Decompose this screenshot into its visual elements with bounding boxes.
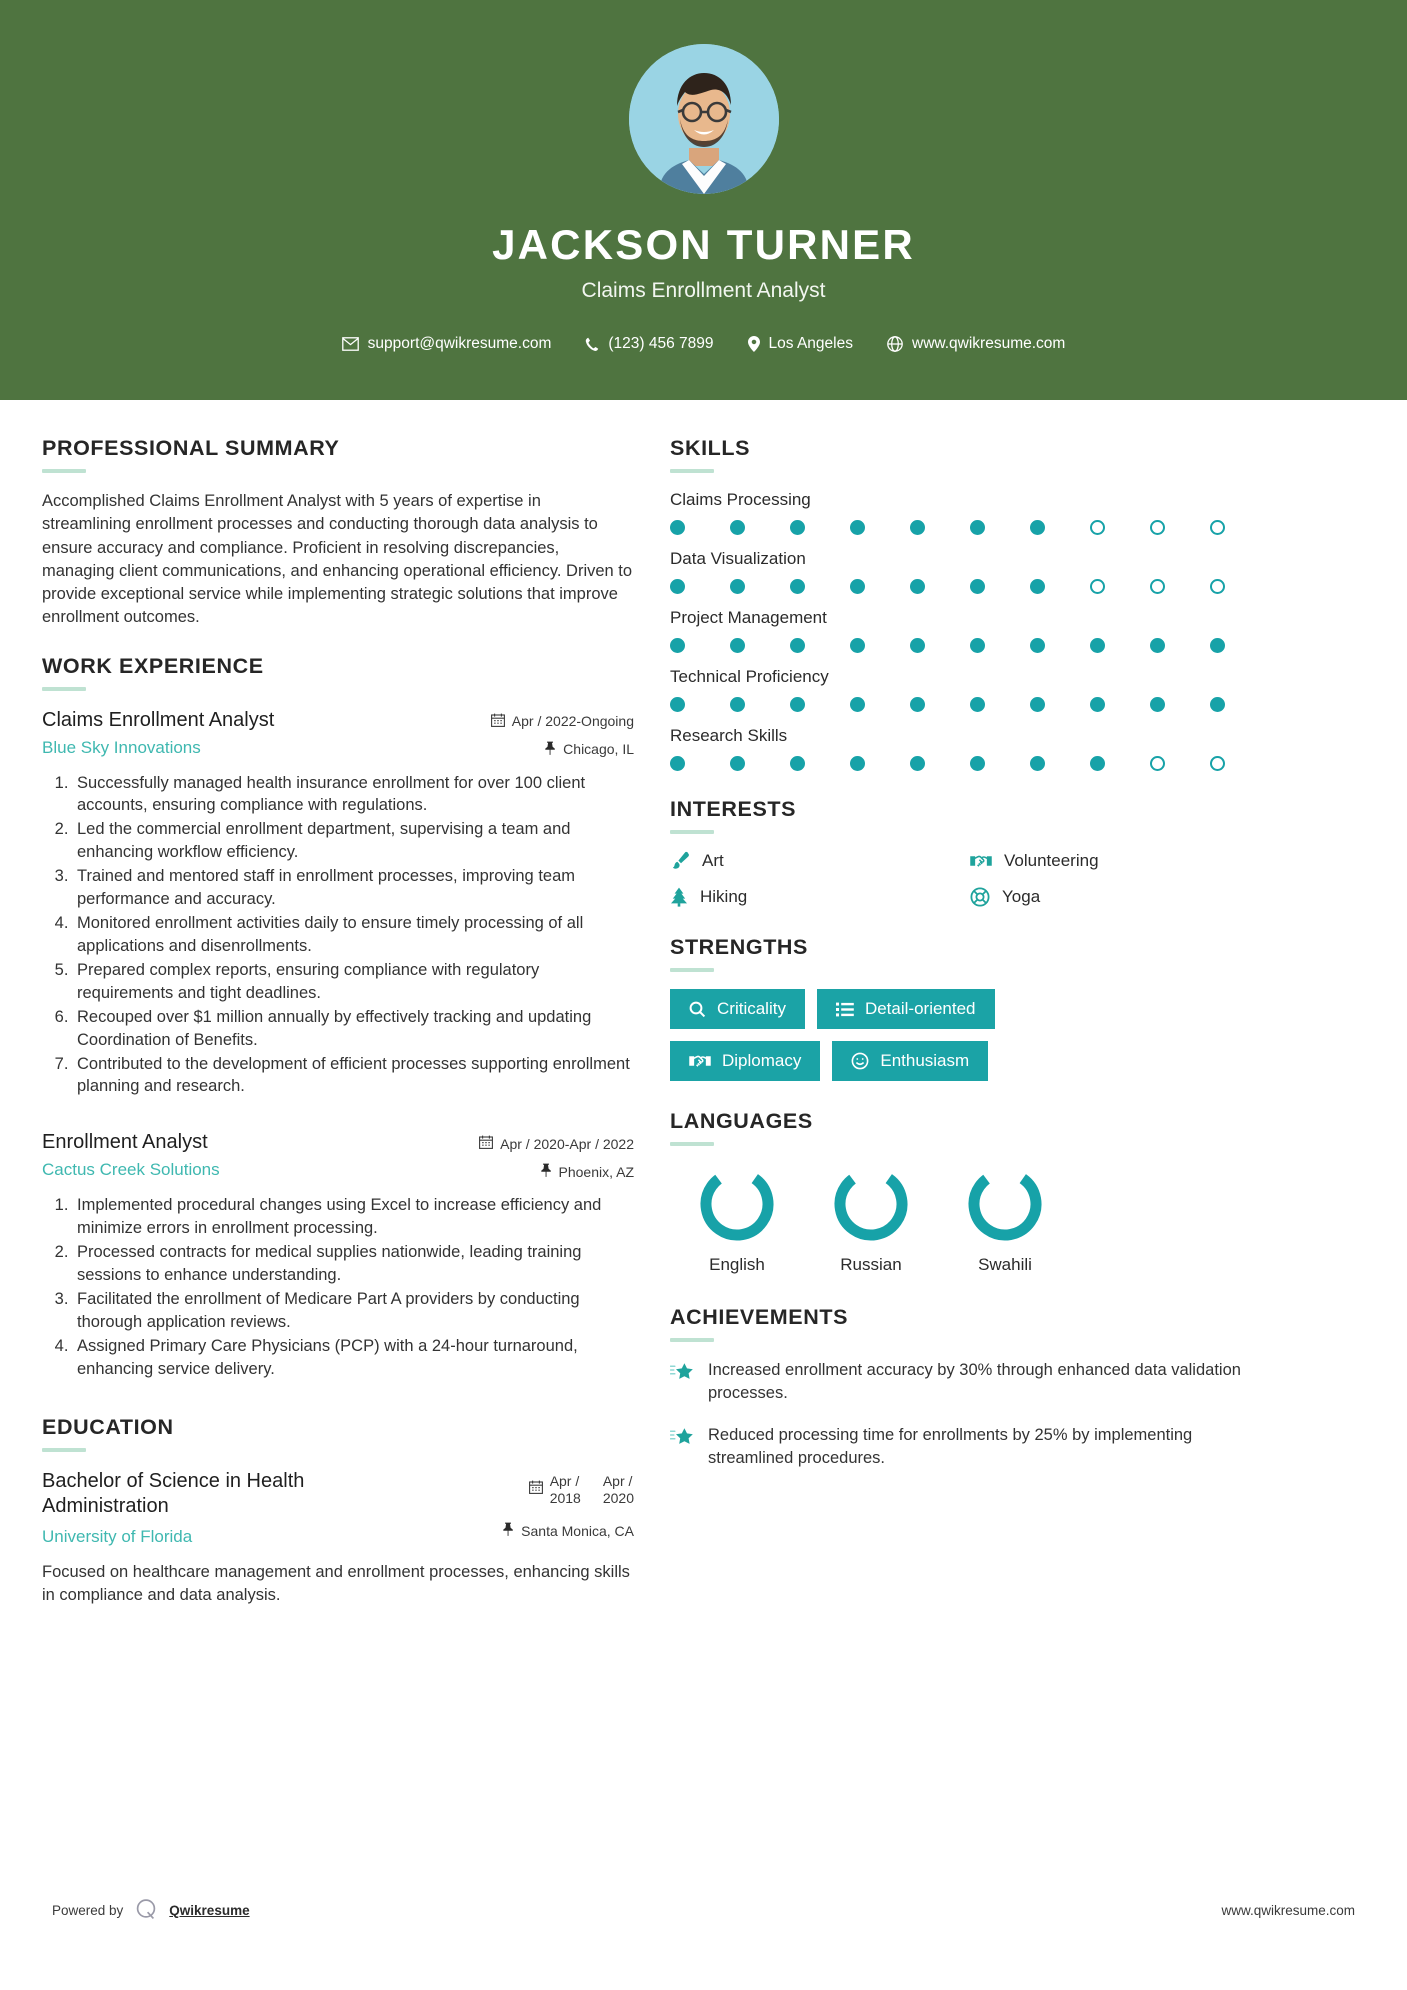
achievement-text: Increased enrollment accuracy by 30% through enhanced data validation processes. xyxy=(708,1361,1241,1403)
education-title-block xyxy=(42,1469,502,1547)
education-end-month: Apr / xyxy=(602,1472,633,1489)
list-item: 7. Contributed to the development of efficient processes supporting enrollment planning and research. xyxy=(73,1053,634,1099)
smiley-icon xyxy=(851,1052,869,1070)
resume-body xyxy=(0,400,1407,1631)
skill-dot-filled xyxy=(970,579,985,594)
skill-name: Technical Proficiency xyxy=(670,667,829,686)
strengths-row xyxy=(670,1041,1270,1081)
qwikresume-logo-icon xyxy=(134,1897,158,1924)
experience-meta-block xyxy=(491,708,634,758)
section-work-experience xyxy=(42,654,634,1381)
experience-bullets xyxy=(42,772,634,1099)
skill-dot-filled xyxy=(790,638,805,653)
skill-dot-filled xyxy=(910,638,925,653)
skill-dot-filled xyxy=(1090,697,1105,712)
education-start-month: Apr / xyxy=(549,1472,580,1489)
skill-dot-filled xyxy=(1150,697,1165,712)
section-heading-achievements: ACHIEVEMENTS xyxy=(670,1305,849,1329)
skill-rating xyxy=(670,697,1270,712)
skill-dot-filled xyxy=(970,520,985,535)
education-school: University of Florida xyxy=(42,1526,193,1546)
list-item: 2. Led the commercial enrollment department, supervising a team and enhancing workflow efficiency. xyxy=(73,818,634,864)
list-item: 4. Assigned Primary Care Physicians (PCP) with a 24-hour turnaround, enhancing service delivery. xyxy=(73,1335,634,1381)
experience-dates xyxy=(491,713,634,730)
strength-chip-diplomacy xyxy=(670,1041,820,1081)
skill-dot-filled xyxy=(670,697,685,712)
list-item: 2. Processed contracts for medical supplies nationwide, leading training sessions to enhance understanding. xyxy=(73,1241,634,1287)
skill-dot-empty xyxy=(1150,579,1165,594)
education-header xyxy=(42,1469,634,1547)
skills-list xyxy=(670,490,1270,771)
skill-dot-filled xyxy=(670,638,685,653)
section-heading-interests: INTERESTS xyxy=(670,797,797,821)
experience-location xyxy=(479,1163,634,1180)
skill-dot-filled xyxy=(670,520,685,535)
language-label: Russian xyxy=(840,1255,902,1274)
experience-role: Claims Enrollment Analyst xyxy=(42,708,275,731)
section-rule xyxy=(670,968,714,972)
map-pin-icon xyxy=(748,336,760,352)
section-rule xyxy=(670,1338,714,1342)
education-description: Focused on healthcare management and enrollment processes, enhancing skills in compliance and data analysis. xyxy=(42,1562,630,1605)
list-icon xyxy=(836,1002,854,1017)
strength-chip-enthusiasm xyxy=(832,1041,988,1081)
skill-dot-filled xyxy=(1210,697,1225,712)
list-item: 3. Trained and mentored staff in enrollment processes, improving team performance and accuracy. xyxy=(73,865,634,911)
experience-item xyxy=(42,1130,634,1380)
skill-dot-empty xyxy=(1090,520,1105,535)
section-rule xyxy=(670,1142,714,1146)
contact-website[interactable] xyxy=(870,335,1082,353)
section-heading-summary: PROFESSIONAL SUMMARY xyxy=(42,436,340,460)
skill-dot-filled xyxy=(790,579,805,594)
achievement-text: Reduced processing time for enrollments by 25% by implementing streamlined procedures. xyxy=(708,1425,1193,1467)
handshake-icon xyxy=(689,1052,711,1070)
section-heading-languages: LANGUAGES xyxy=(670,1109,813,1133)
skill-dot-filled xyxy=(970,756,985,771)
skill-dot-empty xyxy=(1210,579,1225,594)
interest-label: Yoga xyxy=(1002,887,1041,906)
section-rule xyxy=(42,687,86,691)
skill-dot-filled xyxy=(850,756,865,771)
skill-rating xyxy=(670,520,1270,535)
summary-text: Accomplished Claims Enrollment Analyst with 5 years of expertise in streamlining enrollment processes and conducting thorough data analysis to ensure accuracy and compliance. Proficient in resolving discrepancies, managing client communications, and enhancing operational efficiency. Driven to provide exceptional service while implementing strategic solutions that improve enrollment outcomes. xyxy=(42,492,633,627)
pushpin-icon xyxy=(544,741,556,758)
pushpin-icon xyxy=(540,1163,552,1180)
contact-phone[interactable] xyxy=(568,335,730,353)
list-item: 4. Monitored enrollment activities daily to ensure timely processing of all applications and disenrollments. xyxy=(73,912,634,958)
envelope-icon xyxy=(342,337,359,351)
skill-row xyxy=(670,667,1270,712)
experience-header xyxy=(42,1130,634,1180)
section-rule xyxy=(42,469,86,473)
skill-dot-filled xyxy=(1030,638,1045,653)
section-skills xyxy=(670,436,1270,771)
skill-dot-filled xyxy=(1210,638,1225,653)
experience-dates-text: Apr / 2020-Apr / 2022 xyxy=(500,1135,634,1152)
powered-by-label: Powered by xyxy=(52,1903,124,1918)
strength-label: Diplomacy xyxy=(722,1051,802,1070)
skill-name: Data Visualization xyxy=(670,549,806,568)
skill-dot-filled xyxy=(730,697,745,712)
strength-chip-detail-oriented xyxy=(817,989,995,1029)
avatar xyxy=(629,44,779,194)
contact-website-text: www.qwikresume.com xyxy=(912,335,1066,352)
language-item xyxy=(938,1163,1072,1275)
calendar-icon xyxy=(491,713,505,730)
strengths-list xyxy=(670,989,1270,1081)
experience-header xyxy=(42,708,634,758)
skill-dot-empty xyxy=(1210,756,1225,771)
language-gauge xyxy=(696,1163,778,1245)
header-job-title: Claims Enrollment Analyst xyxy=(581,279,826,302)
interests-grid xyxy=(670,851,1270,907)
experience-dates-text: Apr / 2022-Ongoing xyxy=(511,713,634,729)
education-location-text: Santa Monica, CA xyxy=(521,1522,634,1539)
list-item: 1. Successfully managed health insurance enrollment for over 100 client accounts, ensuring compliance with regulations. xyxy=(73,772,634,818)
right-column xyxy=(670,436,1270,1494)
education-meta-block xyxy=(502,1469,634,1539)
skill-dot-filled xyxy=(1090,756,1105,771)
skill-dot-filled xyxy=(850,638,865,653)
skill-rating xyxy=(670,756,1270,771)
skill-dot-filled xyxy=(1030,520,1045,535)
skill-dot-filled xyxy=(1030,579,1045,594)
strengths-row xyxy=(670,989,1270,1029)
skill-name: Research Skills xyxy=(670,726,788,745)
section-rule xyxy=(670,830,714,834)
section-languages xyxy=(670,1109,1270,1275)
tree-icon xyxy=(670,887,688,907)
skill-dot-filled xyxy=(670,756,685,771)
section-education xyxy=(42,1415,634,1608)
skill-dot-filled xyxy=(790,520,805,535)
resume-header xyxy=(0,0,1407,400)
pushpin-icon xyxy=(502,1522,514,1539)
page-footer xyxy=(0,1897,1407,1924)
education-dates xyxy=(502,1473,634,1508)
page-title: JACKSON TURNER xyxy=(492,221,915,268)
skill-dot-filled xyxy=(730,756,745,771)
magnifier-icon xyxy=(689,1001,706,1018)
handshake-icon xyxy=(970,852,992,870)
contact-email[interactable] xyxy=(325,335,569,353)
interest-label: Volunteering xyxy=(1004,851,1099,870)
section-achievements xyxy=(670,1305,1270,1470)
skill-dot-filled xyxy=(730,520,745,535)
skill-dot-filled xyxy=(730,638,745,653)
education-start-date xyxy=(550,1473,581,1508)
language-item xyxy=(804,1163,938,1275)
language-label: Swahili xyxy=(978,1255,1032,1274)
qwikresume-link[interactable]: Qwikresume xyxy=(169,1903,250,1918)
education-date-pair xyxy=(550,1473,634,1508)
section-heading-experience: WORK EXPERIENCE xyxy=(42,653,264,678)
interest-item xyxy=(670,851,970,871)
education-degree: Bachelor of Science in Health Administration xyxy=(42,1469,305,1518)
section-rule xyxy=(42,1448,86,1452)
star-icon xyxy=(670,1424,694,1454)
skill-dot-filled xyxy=(790,756,805,771)
contact-location-text: Los Angeles xyxy=(768,335,853,352)
paintbrush-icon xyxy=(670,851,690,871)
education-location xyxy=(502,1522,634,1539)
powered-by xyxy=(52,1897,250,1924)
experience-location-text: Chicago, IL xyxy=(563,741,634,757)
education-item xyxy=(42,1469,634,1608)
section-strengths xyxy=(670,935,1270,1081)
experience-location xyxy=(491,741,634,758)
skill-dot-filled xyxy=(790,697,805,712)
calendar-icon xyxy=(479,1135,493,1152)
contact-phone-text: (123) 456 7899 xyxy=(608,335,714,352)
interest-item xyxy=(670,887,970,907)
education-start-year: 2018 xyxy=(549,1490,581,1507)
section-heading-education: EDUCATION xyxy=(42,1414,174,1439)
strength-label: Detail-oriented xyxy=(864,999,976,1018)
skill-name: Claims Processing xyxy=(670,490,811,509)
left-column xyxy=(42,436,634,1631)
skill-dot-filled xyxy=(1150,638,1165,653)
strength-label: Criticality xyxy=(717,999,786,1018)
skill-dot-filled xyxy=(1030,756,1045,771)
achievement-item xyxy=(670,1424,1270,1471)
lifebuoy-icon xyxy=(970,887,990,907)
language-item xyxy=(670,1163,804,1275)
skill-row xyxy=(670,549,1270,594)
avatar-photo xyxy=(629,44,779,194)
experience-item xyxy=(42,708,634,1099)
languages-grid xyxy=(670,1163,1270,1275)
skill-dot-filled xyxy=(970,638,985,653)
experience-meta-block xyxy=(479,1130,634,1180)
phone-icon xyxy=(585,337,599,352)
skill-dot-empty xyxy=(1150,756,1165,771)
interest-item xyxy=(970,887,1270,907)
skill-dot-filled xyxy=(970,697,985,712)
experience-company: Blue Sky Innovations xyxy=(42,737,201,757)
education-end-year: 2020 xyxy=(602,1490,634,1507)
skill-dot-filled xyxy=(670,579,685,594)
language-gauge xyxy=(964,1163,1046,1245)
language-label: English xyxy=(709,1255,765,1274)
globe-icon xyxy=(887,336,903,352)
section-heading-skills: SKILLS xyxy=(670,436,751,460)
list-item: 5. Prepared complex reports, ensuring compliance with regulatory requirements and tight deadlines. xyxy=(73,959,634,1005)
skill-dot-filled xyxy=(910,697,925,712)
skill-dot-filled xyxy=(1090,638,1105,653)
experience-dates xyxy=(479,1135,634,1152)
skill-name: Project Management xyxy=(670,608,827,627)
skill-rating xyxy=(670,579,1270,594)
list-item: 3. Facilitated the enrollment of Medicare Part A providers by conducting thorough application reviews. xyxy=(73,1288,634,1334)
skill-dot-empty xyxy=(1210,520,1225,535)
contact-email-text: support@qwikresume.com xyxy=(367,335,552,352)
section-rule xyxy=(670,469,714,473)
interest-item xyxy=(970,851,1270,871)
achievement-item xyxy=(670,1359,1270,1406)
contact-location xyxy=(731,335,870,353)
skill-row xyxy=(670,490,1270,535)
experience-location-text: Phoenix, AZ xyxy=(558,1163,634,1180)
skill-dot-empty xyxy=(1150,520,1165,535)
list-item: 6. Recouped over $1 million annually by effectively tracking and updating Coordination of Benefits. xyxy=(73,1006,634,1052)
strength-label: Enthusiasm xyxy=(880,1051,970,1070)
skill-dot-filled xyxy=(850,579,865,594)
skill-dot-filled xyxy=(1030,697,1045,712)
language-gauge xyxy=(830,1163,912,1245)
experience-title-block xyxy=(42,708,491,758)
experience-title-block xyxy=(42,1130,479,1180)
skill-dot-filled xyxy=(850,520,865,535)
skill-dot-filled xyxy=(910,520,925,535)
skill-row xyxy=(670,726,1270,771)
experience-company: Cactus Creek Solutions xyxy=(42,1160,220,1180)
skill-dot-filled xyxy=(850,697,865,712)
contact-row xyxy=(0,335,1407,353)
skill-dot-filled xyxy=(910,579,925,594)
section-professional-summary xyxy=(42,436,634,630)
interest-label: Hiking xyxy=(700,887,748,906)
education-end-date xyxy=(603,1473,634,1508)
footer-url: www.qwikresume.com xyxy=(1221,1903,1355,1918)
skill-row xyxy=(670,608,1270,653)
skill-dot-filled xyxy=(910,756,925,771)
list-item: 1. Implemented procedural changes using Excel to increase efficiency and minimize errors in enrollment processing. xyxy=(73,1194,634,1240)
experience-bullets xyxy=(42,1194,634,1380)
skill-dot-empty xyxy=(1090,579,1105,594)
skill-rating xyxy=(670,638,1270,653)
interest-label: Art xyxy=(702,851,724,870)
experience-role: Enrollment Analyst xyxy=(42,1131,208,1154)
strength-chip-criticality xyxy=(670,989,805,1029)
section-interests xyxy=(670,797,1270,907)
section-heading-strengths: STRENGTHS xyxy=(670,935,808,959)
skill-dot-filled xyxy=(730,579,745,594)
star-icon xyxy=(670,1359,694,1389)
calendar-icon xyxy=(529,1480,543,1497)
